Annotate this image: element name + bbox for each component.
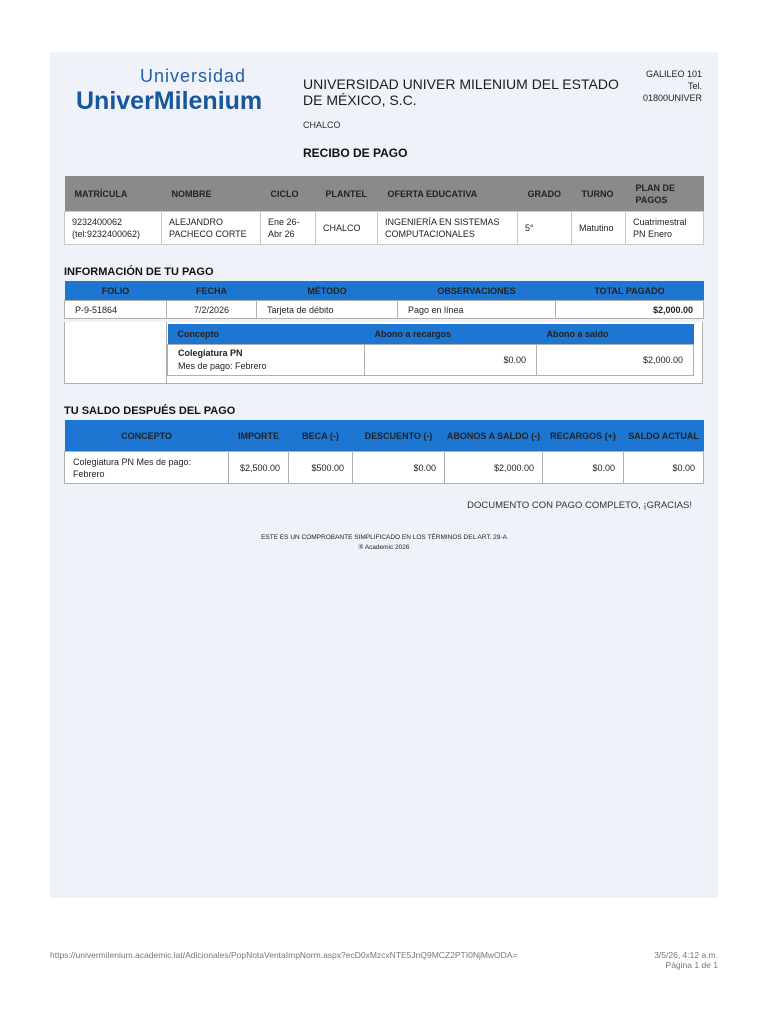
col-header: TURNO: [572, 176, 626, 212]
receipt-title: RECIBO DE PAGO: [303, 146, 408, 160]
folio-cell: P-9-51864: [65, 301, 167, 319]
payment-info-title: INFORMACIÓN DE TU PAGO: [64, 266, 214, 278]
payment-detail-header: [168, 324, 694, 345]
student-table: [64, 176, 704, 245]
contact-tel-label: Tel.: [687, 81, 702, 91]
concept-name: Colegiatura PN: [178, 348, 243, 358]
col-header: BECA (-): [289, 420, 353, 452]
scholarship-cell: $500.00: [289, 452, 353, 484]
method-cell: Tarjeta de débito: [257, 301, 398, 319]
date-cell: 7/2/2026: [167, 301, 257, 319]
col-header: OFERTA EDUCATIVA: [378, 176, 518, 212]
grade-cell: 5°: [518, 212, 572, 245]
legal-notice: [50, 533, 718, 553]
campus-city: CHALCO: [303, 120, 341, 130]
col-header: PLANTEL: [316, 176, 378, 212]
col-header: RECARGOS (+): [543, 420, 624, 452]
current-balance-cell: $0.00: [624, 452, 704, 484]
table-row: [65, 452, 704, 484]
table-row: [65, 301, 704, 319]
footer-meta: [654, 950, 718, 970]
col-header: ABONOS A SALDO (-): [445, 420, 543, 452]
col-header: PLAN DE PAGOS: [626, 176, 704, 212]
payment-info-table: [64, 281, 704, 319]
balance-payment-cell: $2,000.00: [537, 345, 694, 376]
col-header: Abono a saldo: [537, 324, 694, 345]
cycle-cell: Ene 26- Abr 26: [261, 212, 316, 245]
legal-line-2: ® Academic 2026: [358, 544, 410, 551]
surcharges-cell: $0.00: [543, 452, 624, 484]
balance-header: [65, 420, 704, 452]
contact-phone: 01800UNIVER: [642, 93, 702, 103]
col-header: NOMBRE: [162, 176, 261, 212]
surcharge-payment-cell: $0.00: [365, 345, 537, 376]
university-name: UNIVERSIDAD UNIVER MILENIUM DEL ESTADO DE MÉXICO, S.C.: [303, 76, 619, 108]
col-header: MATRÍCULA: [65, 176, 162, 212]
col-header: CONCEPTO: [65, 420, 229, 452]
col-header: CICLO: [261, 176, 316, 212]
payment-detail-table: [167, 324, 694, 376]
payment-complete-message: DOCUMENTO CON PAGO COMPLETO, ¡GRACIAS!: [467, 500, 692, 511]
contact-address: GALILEO 101: [645, 69, 702, 79]
payment-plan-cell: Cuatrimestral PN Enero: [626, 212, 704, 245]
payment-info-header: [65, 281, 704, 301]
contact-info: [602, 68, 702, 104]
col-header: FOLIO: [65, 281, 167, 301]
col-header: IMPORTE: [229, 420, 289, 452]
col-header: TOTAL PAGADO: [556, 281, 704, 301]
logo-top-text: Universidad: [139, 66, 247, 86]
student-id-cell: 9232400062 (tel:9232400062): [65, 212, 162, 245]
print-datetime: 3/5/26, 4:12 a.m.: [654, 950, 718, 960]
university-logo: [76, 66, 296, 114]
balance-concept-cell: Colegiatura PN Mes de pago: Febrero: [65, 452, 229, 484]
logo-main-text: UniverMilenium: [76, 87, 263, 115]
concept-cell: [168, 345, 365, 376]
legal-line-1: ESTE ES UN COMPROBANTE SIMPLIFICADO EN LOS TÉRMINOS DEL ART. 29-A: [261, 534, 507, 541]
campus-cell: CHALCO: [316, 212, 378, 245]
receipt-page: [50, 52, 718, 898]
program-cell: INGENIERÍA EN SISTEMAS COMPUTACIONALES: [378, 212, 518, 245]
shift-cell: Matutino: [572, 212, 626, 245]
col-header: Abono a recargos: [365, 324, 537, 345]
observations-cell: Pago en línea: [398, 301, 556, 319]
concept-month: Mes de pago: Febrero: [178, 361, 267, 371]
payment-detail-box: [64, 322, 703, 384]
total-paid-cell: $2,000.00: [556, 301, 704, 319]
table-row: [65, 212, 704, 245]
col-header: MÉTODO: [257, 281, 398, 301]
col-header: GRADO: [518, 176, 572, 212]
col-header: Concepto: [168, 324, 365, 345]
col-header: FECHA: [167, 281, 257, 301]
amount-cell: $2,500.00: [229, 452, 289, 484]
balance-payments-cell: $2,000.00: [445, 452, 543, 484]
col-header: DESCUENTO (-): [353, 420, 445, 452]
footer-url[interactable]: https://univermilenium.academic.lat/Adicionales/PopNotaVentaImpNorm.aspx?ecD0xMzcxNTE5JnQ9MCZ2PTI0NjMwODA=: [50, 950, 518, 960]
col-header: OBSERVACIONES: [398, 281, 556, 301]
balance-table: [64, 420, 704, 484]
col-header: SALDO ACTUAL: [624, 420, 704, 452]
balance-title: TU SALDO DESPUÉS DEL PAGO: [64, 405, 236, 417]
student-name-cell: ALEJANDRO PACHECO CORTE: [162, 212, 261, 245]
page-number: Página 1 de 1: [665, 960, 718, 970]
discount-cell: $0.00: [353, 452, 445, 484]
table-row: [168, 345, 694, 376]
student-table-header: [65, 176, 704, 212]
